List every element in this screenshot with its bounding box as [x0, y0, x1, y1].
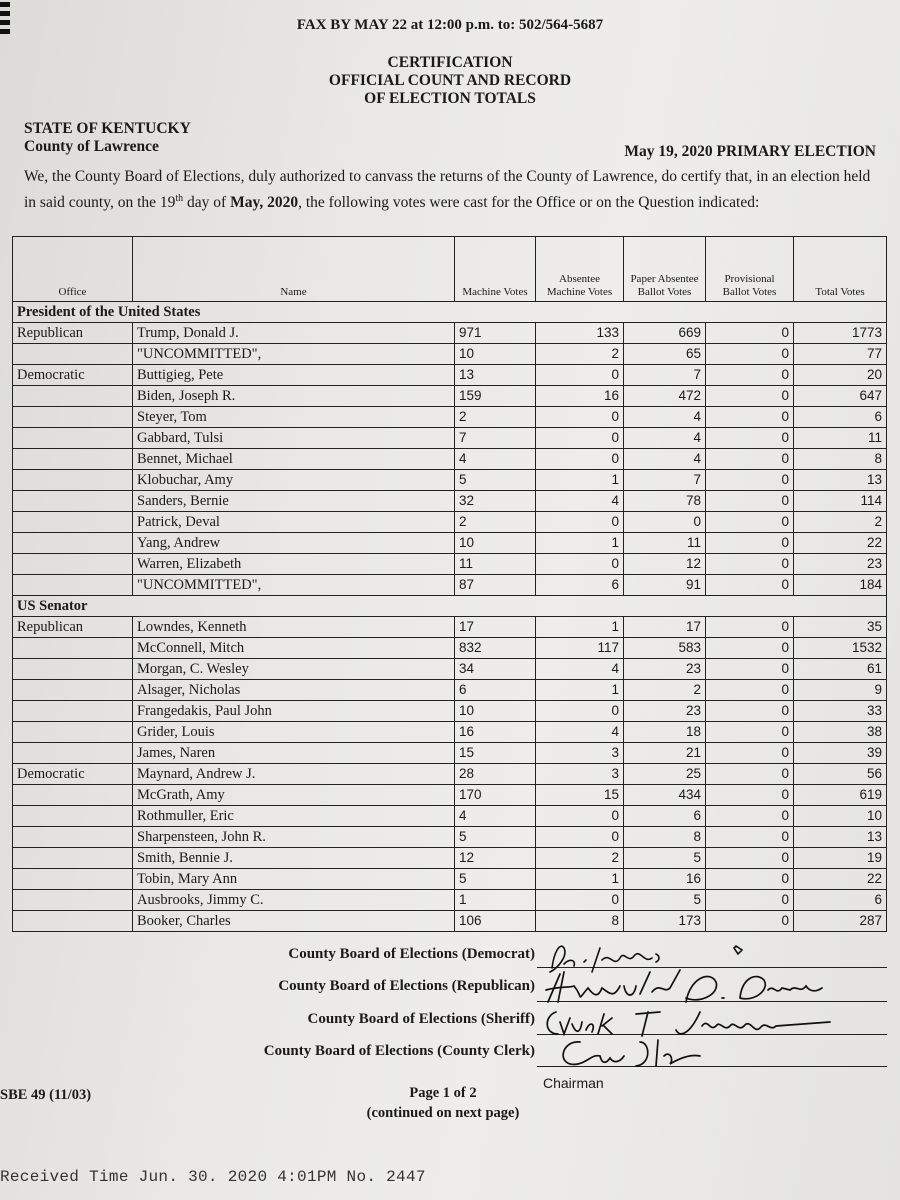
- cell-machine-votes: 34: [455, 659, 536, 680]
- cell-provisional-votes: 0: [706, 659, 794, 680]
- cell-total-votes: 10: [794, 806, 887, 827]
- cell-name: McGrath, Amy: [133, 785, 455, 806]
- col-header-absentee-machine: Absentee Machine Votes: [536, 237, 624, 302]
- cell-provisional-votes: 0: [706, 827, 794, 848]
- title-line-1: CERTIFICATION: [387, 54, 513, 71]
- cell-office: [13, 848, 133, 869]
- cell-machine-votes: 7: [455, 428, 536, 449]
- table-row: [13, 659, 887, 680]
- col-header-provisional: Provisional Ballot Votes: [706, 237, 794, 302]
- cell-machine-votes: 17: [455, 617, 536, 638]
- signature-clerk: [540, 1034, 740, 1070]
- cell-machine-votes: 5: [455, 869, 536, 890]
- chairman-label: Chairman: [543, 1075, 604, 1091]
- cell-paper-absentee-votes: 65: [624, 344, 706, 365]
- table-row: [13, 323, 887, 344]
- table-row: [13, 701, 887, 722]
- cell-machine-votes: 28: [455, 764, 536, 785]
- cell-name: Warren, Elizabeth: [133, 554, 455, 575]
- cell-office: [13, 554, 133, 575]
- table-row: [13, 890, 887, 911]
- cell-absentee-machine-votes: 3: [536, 743, 624, 764]
- table-row: [13, 449, 887, 470]
- cell-machine-votes: 2: [455, 512, 536, 533]
- cell-paper-absentee-votes: 23: [624, 659, 706, 680]
- cell-office: [13, 407, 133, 428]
- state-name: STATE OF KENTUCKY: [24, 120, 191, 137]
- cell-paper-absentee-votes: 5: [624, 890, 706, 911]
- cell-office: [13, 806, 133, 827]
- cell-absentee-machine-votes: 133: [536, 323, 624, 344]
- cell-total-votes: 19: [794, 848, 887, 869]
- cell-provisional-votes: 0: [706, 365, 794, 386]
- cell-total-votes: 2: [794, 512, 887, 533]
- cell-provisional-votes: 0: [706, 806, 794, 827]
- table-row: [13, 533, 887, 554]
- cell-machine-votes: 170: [455, 785, 536, 806]
- cell-paper-absentee-votes: 669: [624, 323, 706, 344]
- cell-office: Democratic: [13, 764, 133, 785]
- table-row: [13, 806, 887, 827]
- table-header-row: [13, 237, 887, 302]
- cell-provisional-votes: 0: [706, 764, 794, 785]
- table-row: [13, 869, 887, 890]
- cell-office: [13, 638, 133, 659]
- table-row: [13, 512, 887, 533]
- cell-paper-absentee-votes: 21: [624, 743, 706, 764]
- cell-provisional-votes: 0: [706, 701, 794, 722]
- cell-provisional-votes: 0: [706, 911, 794, 932]
- cell-provisional-votes: 0: [706, 554, 794, 575]
- cell-name: Tobin, Mary Ann: [133, 869, 455, 890]
- cell-name: Smith, Bennie J.: [133, 848, 455, 869]
- cell-total-votes: 23: [794, 554, 887, 575]
- cell-provisional-votes: 0: [706, 722, 794, 743]
- sig-label-democrat: County Board of Elections (Democrat): [288, 946, 535, 962]
- cell-absentee-machine-votes: 8: [536, 911, 624, 932]
- cell-total-votes: 38: [794, 722, 887, 743]
- sig-label-republican: County Board of Elections (Republican): [278, 978, 535, 994]
- cell-paper-absentee-votes: 7: [624, 470, 706, 491]
- cell-name: Bennet, Michael: [133, 449, 455, 470]
- cell-total-votes: 1773: [794, 323, 887, 344]
- cell-absentee-machine-votes: 0: [536, 827, 624, 848]
- cell-machine-votes: 10: [455, 701, 536, 722]
- section-title: President of the United States: [13, 302, 887, 323]
- table-row: [13, 785, 887, 806]
- cell-total-votes: 6: [794, 407, 887, 428]
- cell-office: [13, 491, 133, 512]
- table-row: [13, 764, 887, 785]
- cell-total-votes: 9: [794, 680, 887, 701]
- section-row: [13, 596, 887, 617]
- cell-provisional-votes: 0: [706, 428, 794, 449]
- results-table: [12, 236, 887, 932]
- cell-machine-votes: 15: [455, 743, 536, 764]
- fax-instruction: FAX BY MAY 22 at 12:00 p.m. to: 502/564-5687: [296, 17, 604, 33]
- cell-total-votes: 13: [794, 827, 887, 848]
- cell-total-votes: 6: [794, 890, 887, 911]
- cell-name: James, Naren: [133, 743, 455, 764]
- table-row: [13, 386, 887, 407]
- cell-name: Yang, Andrew: [133, 533, 455, 554]
- state-county: [24, 120, 191, 156]
- cell-machine-votes: 5: [455, 827, 536, 848]
- cell-absentee-machine-votes: 1: [536, 869, 624, 890]
- cell-name: Trump, Donald J.: [133, 323, 455, 344]
- cell-paper-absentee-votes: 16: [624, 869, 706, 890]
- cell-provisional-votes: 0: [706, 533, 794, 554]
- results-body: [13, 302, 887, 932]
- cell-absentee-machine-votes: 3: [536, 764, 624, 785]
- table-row: [13, 743, 887, 764]
- cell-office: [13, 512, 133, 533]
- cell-name: Klobuchar, Amy: [133, 470, 455, 491]
- cell-provisional-votes: 0: [706, 869, 794, 890]
- cell-paper-absentee-votes: 17: [624, 617, 706, 638]
- cell-name: Frangedakis, Paul John: [133, 701, 455, 722]
- cell-machine-votes: 2: [455, 407, 536, 428]
- cell-office: [13, 680, 133, 701]
- document-title: [0, 54, 900, 108]
- cell-office: [13, 869, 133, 890]
- cell-machine-votes: 16: [455, 722, 536, 743]
- cell-total-votes: 13: [794, 470, 887, 491]
- cell-name: Lowndes, Kenneth: [133, 617, 455, 638]
- cell-office: Republican: [13, 617, 133, 638]
- cell-provisional-votes: 0: [706, 470, 794, 491]
- cell-paper-absentee-votes: 11: [624, 533, 706, 554]
- cell-absentee-machine-votes: 117: [536, 638, 624, 659]
- cell-name: Morgan, C. Wesley: [133, 659, 455, 680]
- cell-absentee-machine-votes: 1: [536, 470, 624, 491]
- col-header-machine: Machine Votes: [455, 237, 536, 302]
- table-row: [13, 617, 887, 638]
- form-number: SBE 49 (11/03): [0, 1087, 92, 1103]
- table-row: [13, 365, 887, 386]
- cell-machine-votes: 13: [455, 365, 536, 386]
- sig-label-clerk: County Board of Elections (County Clerk): [263, 1043, 535, 1059]
- cell-absentee-machine-votes: 0: [536, 449, 624, 470]
- col-header-office: Office: [13, 237, 133, 302]
- cell-total-votes: 1532: [794, 638, 887, 659]
- certification-statement: [24, 166, 884, 214]
- cell-paper-absentee-votes: 78: [624, 491, 706, 512]
- cell-absentee-machine-votes: 2: [536, 848, 624, 869]
- table-row: [13, 575, 887, 596]
- col-header-name: Name: [133, 237, 455, 302]
- cell-total-votes: 22: [794, 869, 887, 890]
- cell-office: [13, 701, 133, 722]
- cell-name: Booker, Charles: [133, 911, 455, 932]
- cell-name: Ausbrooks, Jimmy C.: [133, 890, 455, 911]
- cell-office: [13, 575, 133, 596]
- cell-provisional-votes: 0: [706, 386, 794, 407]
- cell-office: [13, 533, 133, 554]
- cell-absentee-machine-votes: 2: [536, 344, 624, 365]
- fax-received-stamp: Received Time Jun. 30. 2020 4:01PM No. 2447: [0, 1168, 426, 1186]
- cell-paper-absentee-votes: 18: [624, 722, 706, 743]
- cell-paper-absentee-votes: 5: [624, 848, 706, 869]
- cell-machine-votes: 832: [455, 638, 536, 659]
- election-name: May 19, 2020 PRIMARY ELECTION: [624, 143, 876, 160]
- cell-absentee-machine-votes: 0: [536, 554, 624, 575]
- cell-office: [13, 386, 133, 407]
- cell-provisional-votes: 0: [706, 575, 794, 596]
- table-row: [13, 848, 887, 869]
- sig-label-sheriff: County Board of Elections (Sheriff): [307, 1011, 535, 1027]
- cell-provisional-votes: 0: [706, 512, 794, 533]
- cell-total-votes: 287: [794, 911, 887, 932]
- cell-paper-absentee-votes: 583: [624, 638, 706, 659]
- cell-provisional-votes: 0: [706, 638, 794, 659]
- cell-total-votes: 647: [794, 386, 887, 407]
- cell-office: [13, 827, 133, 848]
- cell-machine-votes: 11: [455, 554, 536, 575]
- cell-paper-absentee-votes: 173: [624, 911, 706, 932]
- cell-total-votes: 61: [794, 659, 887, 680]
- page-indicator: [328, 1083, 558, 1123]
- cell-absentee-machine-votes: 1: [536, 680, 624, 701]
- cell-machine-votes: 1: [455, 890, 536, 911]
- cell-name: Buttigieg, Pete: [133, 365, 455, 386]
- cell-paper-absentee-votes: 4: [624, 407, 706, 428]
- county-name: County of Lawrence: [24, 138, 159, 155]
- intro-superscript: th: [175, 193, 184, 204]
- cell-paper-absentee-votes: 7: [624, 365, 706, 386]
- cell-name: "UNCOMMITTED",: [133, 575, 455, 596]
- table-row: [13, 407, 887, 428]
- cell-absentee-machine-votes: 0: [536, 806, 624, 827]
- cell-absentee-machine-votes: 1: [536, 533, 624, 554]
- cell-name: Steyer, Tom: [133, 407, 455, 428]
- intro-text-3: , the following votes were cast for the Office or on the Question indicated:: [298, 194, 760, 212]
- cell-absentee-machine-votes: 4: [536, 659, 624, 680]
- cell-paper-absentee-votes: 25: [624, 764, 706, 785]
- table-row: [13, 827, 887, 848]
- cell-total-votes: 20: [794, 365, 887, 386]
- cell-name: Grider, Louis: [133, 722, 455, 743]
- title-line-3: OF ELECTION TOTALS: [364, 90, 536, 107]
- table-row: [13, 344, 887, 365]
- section-title: US Senator: [13, 596, 887, 617]
- cell-total-votes: 77: [794, 344, 887, 365]
- cell-machine-votes: 159: [455, 386, 536, 407]
- cell-provisional-votes: 0: [706, 890, 794, 911]
- cell-provisional-votes: 0: [706, 449, 794, 470]
- cell-provisional-votes: 0: [706, 617, 794, 638]
- cell-total-votes: 56: [794, 764, 887, 785]
- cell-provisional-votes: 0: [706, 491, 794, 512]
- cell-office: Democratic: [13, 365, 133, 386]
- cell-office: [13, 911, 133, 932]
- table-row: [13, 722, 887, 743]
- table-row: [13, 638, 887, 659]
- cell-office: [13, 890, 133, 911]
- cell-office: [13, 344, 133, 365]
- cell-absentee-machine-votes: 15: [536, 785, 624, 806]
- cell-machine-votes: 4: [455, 449, 536, 470]
- cell-provisional-votes: 0: [706, 848, 794, 869]
- col-header-total: Total Votes: [794, 237, 887, 302]
- cell-provisional-votes: 0: [706, 323, 794, 344]
- cell-machine-votes: 12: [455, 848, 536, 869]
- cell-paper-absentee-votes: 472: [624, 386, 706, 407]
- cell-machine-votes: 971: [455, 323, 536, 344]
- cell-machine-votes: 10: [455, 533, 536, 554]
- cell-absentee-machine-votes: 16: [536, 386, 624, 407]
- cell-provisional-votes: 0: [706, 785, 794, 806]
- title-line-2: OFFICIAL COUNT AND RECORD: [328, 72, 572, 89]
- cell-machine-votes: 6: [455, 680, 536, 701]
- col-header-paper-absentee: Paper Absentee Ballot Votes: [624, 237, 706, 302]
- cell-name: Biden, Joseph R.: [133, 386, 455, 407]
- cell-office: [13, 428, 133, 449]
- cell-total-votes: 114: [794, 491, 887, 512]
- cell-machine-votes: 87: [455, 575, 536, 596]
- cell-paper-absentee-votes: 434: [624, 785, 706, 806]
- cell-absentee-machine-votes: 0: [536, 407, 624, 428]
- cell-machine-votes: 4: [455, 806, 536, 827]
- cell-name: Sharpensteen, John R.: [133, 827, 455, 848]
- cell-paper-absentee-votes: 8: [624, 827, 706, 848]
- cell-absentee-machine-votes: 0: [536, 428, 624, 449]
- cell-paper-absentee-votes: 0: [624, 512, 706, 533]
- table-row: [13, 554, 887, 575]
- cell-office: [13, 743, 133, 764]
- intro-text-2: day of: [183, 194, 231, 212]
- cell-total-votes: 39: [794, 743, 887, 764]
- cell-machine-votes: 106: [455, 911, 536, 932]
- intro-date: May, 2020: [230, 194, 299, 212]
- cell-paper-absentee-votes: 91: [624, 575, 706, 596]
- cell-absentee-machine-votes: 4: [536, 491, 624, 512]
- cell-name: "UNCOMMITTED",: [133, 344, 455, 365]
- cell-total-votes: 35: [794, 617, 887, 638]
- cell-paper-absentee-votes: 6: [624, 806, 706, 827]
- cell-absentee-machine-votes: 1: [536, 617, 624, 638]
- cell-total-votes: 619: [794, 785, 887, 806]
- cell-machine-votes: 10: [455, 344, 536, 365]
- cell-name: Gabbard, Tulsi: [133, 428, 455, 449]
- cell-office: [13, 449, 133, 470]
- cell-total-votes: 8: [794, 449, 887, 470]
- cell-absentee-machine-votes: 0: [536, 365, 624, 386]
- cell-absentee-machine-votes: 6: [536, 575, 624, 596]
- cell-name: Alsager, Nicholas: [133, 680, 455, 701]
- continued-note: (continued on next page): [366, 1105, 520, 1121]
- table-row: [13, 911, 887, 932]
- table-row: [13, 491, 887, 512]
- table-row: [13, 470, 887, 491]
- table-row: [13, 680, 887, 701]
- cell-office: [13, 722, 133, 743]
- cell-provisional-votes: 0: [706, 743, 794, 764]
- signature-republican: [540, 968, 840, 1008]
- cell-provisional-votes: 0: [706, 407, 794, 428]
- cell-office: [13, 659, 133, 680]
- cell-machine-votes: 5: [455, 470, 536, 491]
- cell-office: [13, 785, 133, 806]
- cell-paper-absentee-votes: 23: [624, 701, 706, 722]
- cell-office: Republican: [13, 323, 133, 344]
- cell-paper-absentee-votes: 4: [624, 449, 706, 470]
- table-row: [13, 428, 887, 449]
- cell-provisional-votes: 0: [706, 680, 794, 701]
- cell-name: Patrick, Deval: [133, 512, 455, 533]
- cell-office: [13, 470, 133, 491]
- cell-name: Sanders, Bernie: [133, 491, 455, 512]
- cell-absentee-machine-votes: 0: [536, 512, 624, 533]
- cell-name: Rothmuller, Eric: [133, 806, 455, 827]
- cell-name: McConnell, Mitch: [133, 638, 455, 659]
- cell-paper-absentee-votes: 4: [624, 428, 706, 449]
- cell-absentee-machine-votes: 0: [536, 701, 624, 722]
- section-row: [13, 302, 887, 323]
- cell-machine-votes: 32: [455, 491, 536, 512]
- cell-total-votes: 33: [794, 701, 887, 722]
- cell-paper-absentee-votes: 12: [624, 554, 706, 575]
- cell-absentee-machine-votes: 4: [536, 722, 624, 743]
- intro-text-1: We, the County Board of Elections, duly authorized to canvass the returns of the County of Lawrence, do certify that, in an election held in said county, on the 19: [24, 168, 871, 212]
- cell-name: Maynard, Andrew J.: [133, 764, 455, 785]
- cell-absentee-machine-votes: 0: [536, 890, 624, 911]
- cell-paper-absentee-votes: 2: [624, 680, 706, 701]
- cell-total-votes: 184: [794, 575, 887, 596]
- cell-total-votes: 22: [794, 533, 887, 554]
- cell-total-votes: 11: [794, 428, 887, 449]
- page-number: Page 1 of 2: [409, 1085, 477, 1101]
- cell-provisional-votes: 0: [706, 344, 794, 365]
